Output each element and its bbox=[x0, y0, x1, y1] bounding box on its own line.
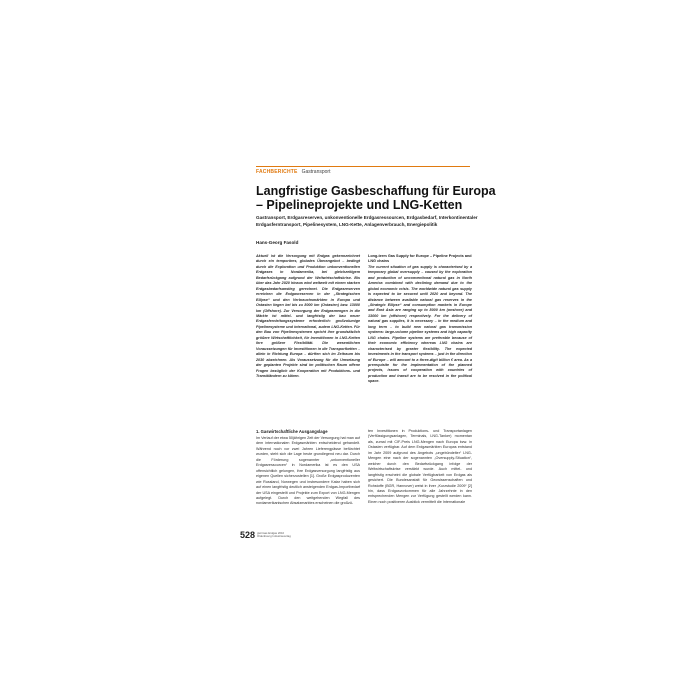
rubric-subcategory: Gastransport bbox=[301, 169, 331, 175]
journal-line-2: Oldenbourg Industrieverlag bbox=[257, 534, 291, 538]
journal-line-1: gwf-Gas Erdgas 2010 bbox=[257, 530, 285, 535]
section-rubric bbox=[256, 166, 470, 175]
abstract-german bbox=[256, 254, 360, 379]
article-author: Hans-Georg Fasold bbox=[256, 240, 299, 245]
article-keywords: Gastransport, Erdgasreserven, unkonventionelle Erdgasressourcen, Erdgasbedarf, Interkontinentaler Erdgasferntransport, Pipelinesystem, LNG-Kette, Anlagenverbrauch, Energiepolitik bbox=[256, 215, 478, 227]
abstract-german-text: Aktuell ist die Versorgung mit Erdgas gekennzeichnet durch ein temporäres, globales Überangebot – bedingt durch die Exploration und Produktion unkonventionellen Erdgases in Nordamerika, bei gleichzeitigem Bedarfsrückgang aufgrund der Weltwirtschaftskrise. Bis über das Jahr 2020 hinaus wird weltweit mit einem starken Erdgasbedarfsanstieg gerechnet. Die Erdgasreserven erreichen die Erdgasreserven in der „Strategischen Ellipse“ und den Verbrauchsmärkten in Europa und Ostasien liegen bei bis zu 8000 km (Ostasien) bzw. 13000 km (Offshore). Zur Versorgung der Erdgasmengen in die Märkte ist mittel- und langfristig der bau neuer Erdgasfernleitungssysteme erforderlich: großvolumige Pipelinesysteme und international, zudem LNG-Ketten. Für den Bau von Pipelinesystemen spricht ihre grundsätzlich größere Wirtschaftlichkeit, für Investitionen in LNG-Ketten ihre größere Flexibilität. Die wesentlichen Voraussetzungen für Investitionen in die Transportketten – allein in Richtung Europa – dürften sich im Zeitraum bis 2030 abzeichnen. Als Voraussetzung für die Umsetzung der geplanten Projekte sind im politischen Raum offene Fragen bezüglich der Kooperation mit Produktions- und Transitländern zu klären. bbox=[256, 254, 360, 378]
abstract-english-text: The current situation of gas supply is characterised by a temporary global oversupply – caused by the exploration and production of unconventional natural gas in North America combined with declining demand due to the global economic crisis. The worldwide natural gas supply is expected to be secured until 2020 and beyond. The distance between available natural gas reserves in the „Strategic Ellipse“ and consumption markets in Europe and East Asia are ranging up to 8000 km (onshore) and 13000 km (offshore) respectively. For the delivery of natural gas supplies, it is necessary – in the medium and long term – to build new natural gas transmission systems: large-volume pipeline systems and high capacity LNG chains. Pipeline systems are preferable because of their economic efficiency whereas LNG chains are characterised by greater flexibility. The expected investments in the transport systems – just in the direction of Europe – will amount to a three-digit billion € area. As a prerequisite for the implementation of the planned projects, issues of cooperation with countries of production and transit are to be resolved in the political space. bbox=[368, 264, 472, 384]
journal-info bbox=[257, 532, 291, 539]
abstract-english-block bbox=[368, 254, 472, 385]
page-footer bbox=[240, 530, 291, 540]
abstract-english bbox=[368, 265, 472, 385]
body-column-right bbox=[368, 429, 472, 505]
body-column-left bbox=[256, 436, 360, 507]
body-left-text: Im Verlauf der etwa 50jährigen Zeit der Versorgung hat man auf dem internationalen Erdgasmärkten entscheidend gehandelt. Während noch vor zwei Jahren Lieferengpässe befürchtet wurden, steht sich die Lage heute grundlegend neu dar. Durch die Förderung sogenannter „unkonventioneller Erdgasressourcen“ in Nordamerika ist es den USA offensichtlich gelungen, ihre Erdgasversorgung langfristig aus eigenen Quellen sicherzustellen [1]. Große Erdgasproduzenten wie Russland, Norwegen und insbesondere Katar haben sich auf einen langfristig deutlich ansteigenden Erdgas-Importbedarf der USA eingestellt und Projekte zum Export von LNG-Mengen aufgelegt. Durch den weitgehenden Wegfall des nordamerikanischen Absatzmarktes erscheinen die großzü- bbox=[256, 436, 360, 506]
body-right-text: ten Investitionen in Produktions- und Transportanlagen (Verflüssigungsanlagen, Terminals, LNG-Tanker) momentan als, zumal mit CIF-Preis LNG-Mengen nach Europa bzw. in Ostasien verfügbar. Auf dem Erdgasmärkten Europas entstand im Jahr 2009 aufgrund des Angebots „ungebündelter“ LNG-Mengen eine nach der sogenannten „Oversupply-Situation“, welcher durch den Bedarfsrückgang infolge der Weltwirtschaftskrise verstärkt wurde. Auch mittel- und langfristig erscheint die globale Verfügbarkeit von Erdgas als gesichert. Die Bundesanstalt für Geowissenschaften und Rohstoffe (BGR, Hannover) weist in ihrer „Kurzstudie 2009“ [2] hin, dass Erdgasvorkommen für alle Jahrzehnte in den entsprechenden Mengen zur Verfügung gestellt werden kann. Einen noch positiveren Ausblick vermittelt die Internationale bbox=[368, 429, 472, 504]
page-number: 528 bbox=[240, 530, 256, 540]
section-heading: 1. Gaswirtschaftliche Ausgangslage bbox=[256, 429, 328, 434]
article-title: Langfristige Gasbeschaffung für Europa – Pipelineprojekte und LNG-Ketten bbox=[256, 184, 496, 212]
abstract-english-title: Long-term Gas Supply for Europe – Pipeline Projects and LNG chains bbox=[368, 254, 472, 264]
rubric-category: FACHBERICHTE bbox=[256, 169, 298, 175]
